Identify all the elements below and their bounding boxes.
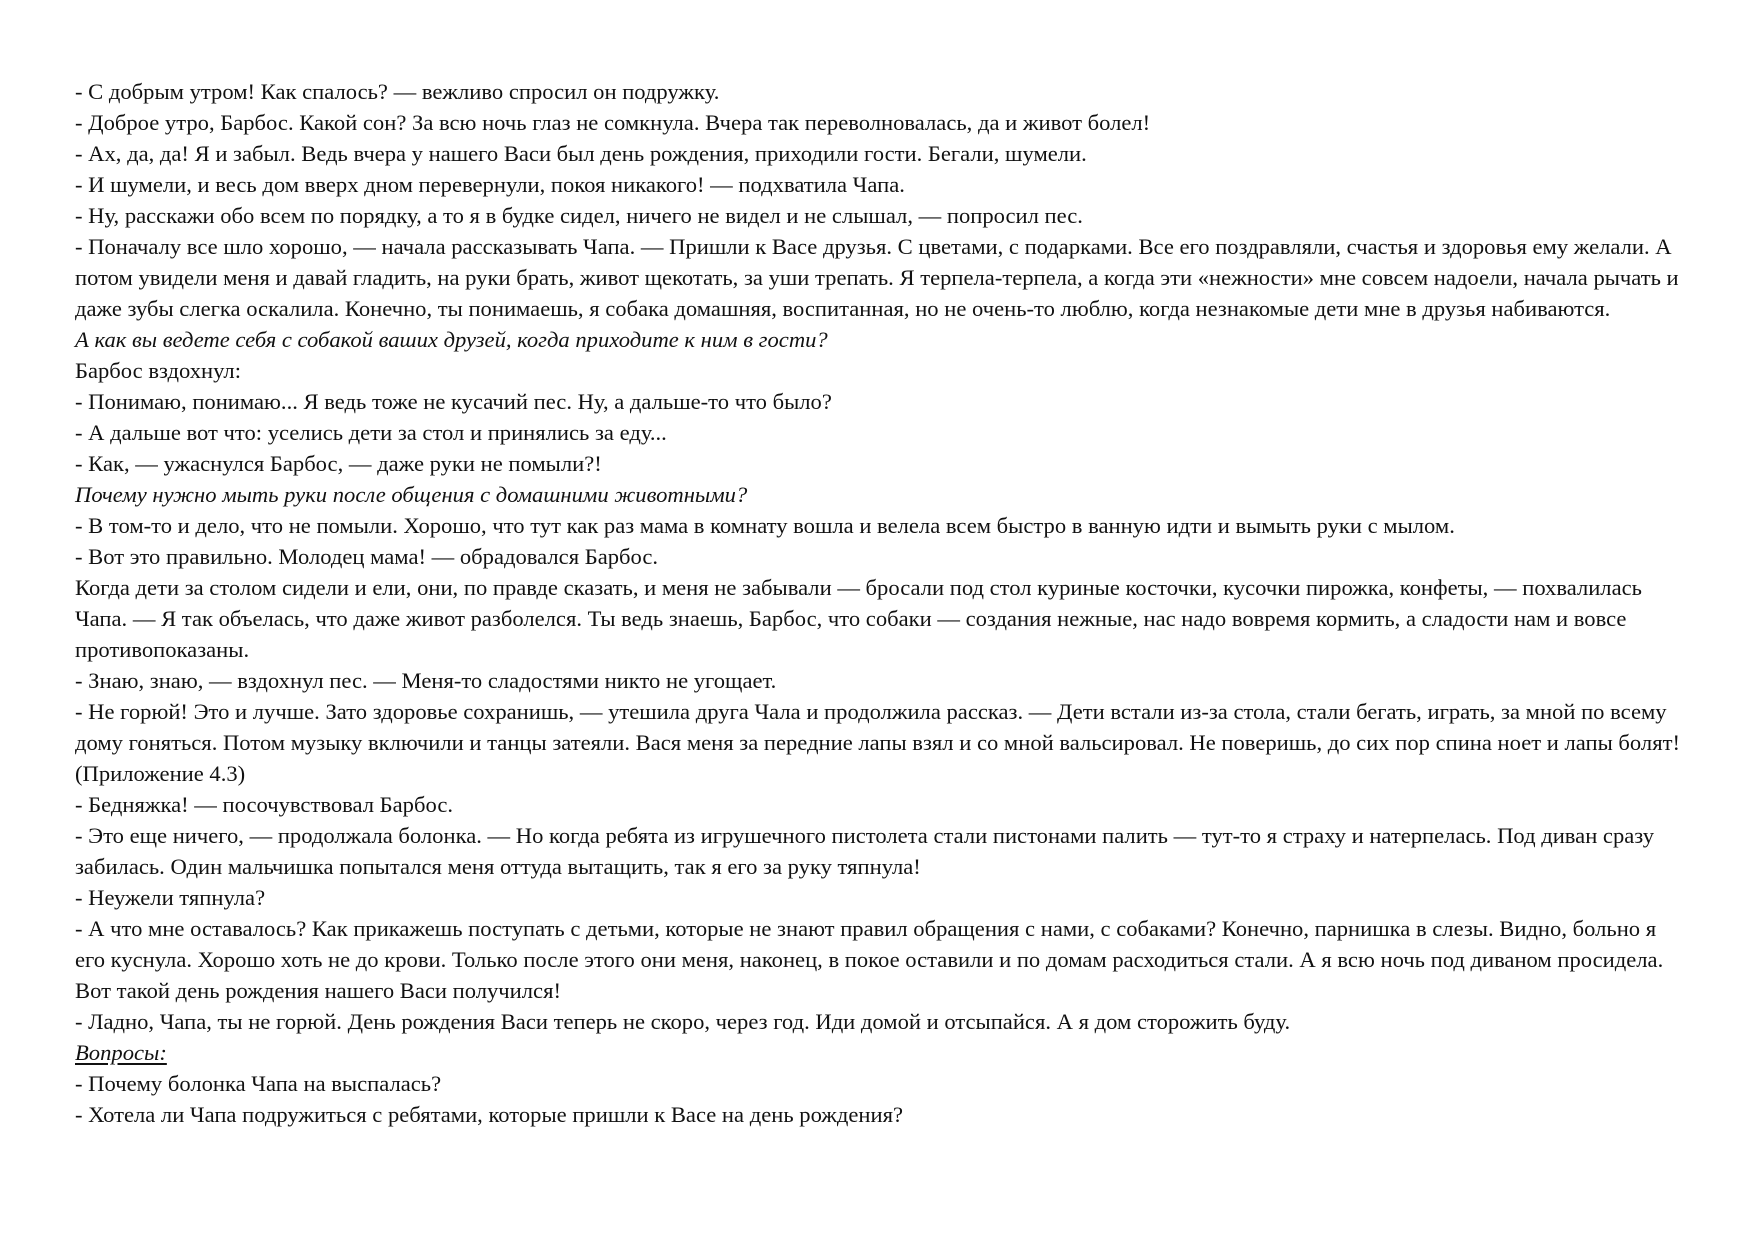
- paragraph: - Не горюй! Это и лучше. Зато здоровье сохранишь, — утешила друга Чала и продолжила рассказ. — Дети встали из-за стола, стали бегать, играть, за мной по всему дому гоняться. Потом музыку включили и танцы затеяли. Вася меня за передние лапы взял и со мной вальсировал. Не поверишь, до сих пор спина ноет и лапы болят! (Приложение 4.3): [75, 699, 1680, 786]
- document-page: [75, 76, 1685, 1130]
- paragraph: - А что мне оставалось? Как прикажешь поступать с детьми, которые не знают правил обращения с нами, с собаками? Конечно, парнишка в слезы. Видно, больно я его куснула. Хорошо хоть не до крови. Только после этого они меня, наконец, в покое оставили и по домам расходиться стали. А я всю ночь под диваном просидела. Вот такой день рождения нашего Васи получился!: [75, 916, 1664, 1003]
- paragraph: - Знаю, знаю, — вздохнул пес. — Меня-то сладостями никто не угощает.: [75, 668, 777, 693]
- paragraph: - А дальше вот что: уселись дети за стол и принялись за еду...: [75, 420, 667, 445]
- paragraph: - Доброе утро, Барбос. Какой сон? За всю ночь глаз не сомкнула. Вчера так переволновалась, да и живот болел!: [75, 110, 1151, 135]
- paragraph: - Это еще ничего, — продолжала болонка. — Но когда ребята из игрушечного пистолета стали пистонами палить — тут-то я страху и натерпелась. Под диван сразу забилась. Один мальчишка попытался меня оттуда вытащить, так я его за руку тяпнула!: [75, 823, 1655, 879]
- paragraph: - В том-то и дело, что не помыли. Хорошо, что тут как раз мама в комнату вошла и велела всем быстро в ванную идти и вымыть руки с мылом.: [75, 513, 1455, 538]
- paragraph: - Поначалу все шло хорошо, — начала рассказывать Чапа. — Пришли к Васе друзья. С цветами, с подарками. Все его поздравляли, счастья и здоровья ему желали. А потом увидели меня и давай гладить, на руки брать, живот щекотать, за уши трепать. Я терпела-терпела, а когда эти «нежности» мне совсем надоели, начала рычать и даже зубы слегка оскалила. Конечно, ты понимаешь, я собака домашняя, воспитанная, но не очень-то люблю, когда незнакомые дети мне в друзья набиваются.: [75, 234, 1679, 321]
- paragraph: - Бедняжка! — посочувствовал Барбос.: [75, 792, 453, 817]
- paragraph: - Неужели тяпнула?: [75, 885, 266, 910]
- paragraph: - Ах, да, да! Я и забыл. Ведь вчера у нашего Васи был день рождения, приходили гости. Бегали, шумели.: [75, 141, 1087, 166]
- paragraph: - И шумели, и весь дом вверх дном перевернули, покоя никакого! — подхватила Чапа.: [75, 172, 905, 197]
- question-italic: А как вы ведете себя с собакой ваших друзей, когда приходите к ним в гости?: [75, 327, 828, 352]
- paragraph: - Ну, расскажи обо всем по порядку, а то я в будке сидел, ничего не видел и не слышал, — попросил пес.: [75, 203, 1083, 228]
- paragraph: Когда дети за столом сидели и ели, они, по правде сказать, и меня не забывали — бросали под стол куриные косточки, кусочки пирожка, конфеты, — похвалилась Чапа. — Я так объелась, что даже живот разболелся. Ты ведь знаешь, Барбос, что собаки — создания нежные, нас надо вовремя кормить, а сладости нам и вовсе противопоказаны.: [75, 575, 1642, 662]
- question-italic: Почему нужно мыть руки после общения с домашними животными?: [75, 482, 748, 507]
- questions-heading: Вопросы:: [75, 1040, 167, 1065]
- question-item: - Хотела ли Чапа подружиться с ребятами, которые пришли к Васе на день рождения?: [75, 1102, 904, 1127]
- paragraph: - Ладно, Чапа, ты не горюй. День рождения Васи теперь не скоро, через год. Иди домой и отсыпайся. А я дом сторожить буду.: [75, 1009, 1291, 1034]
- paragraph: Барбос вздохнул:: [75, 358, 241, 383]
- paragraph: - Понимаю, понимаю... Я ведь тоже не кусачий пес. Ну, а дальше-то что было?: [75, 389, 832, 414]
- paragraph: - Как, — ужаснулся Барбос, — даже руки не помыли?!: [75, 451, 602, 476]
- question-item: - Почему болонка Чапа на выспалась?: [75, 1071, 442, 1096]
- paragraph: - С добрым утром! Как спалось? — вежливо спросил он подружку.: [75, 79, 720, 104]
- paragraph: - Вот это правильно. Молодец мама! — обрадовался Барбос.: [75, 544, 659, 569]
